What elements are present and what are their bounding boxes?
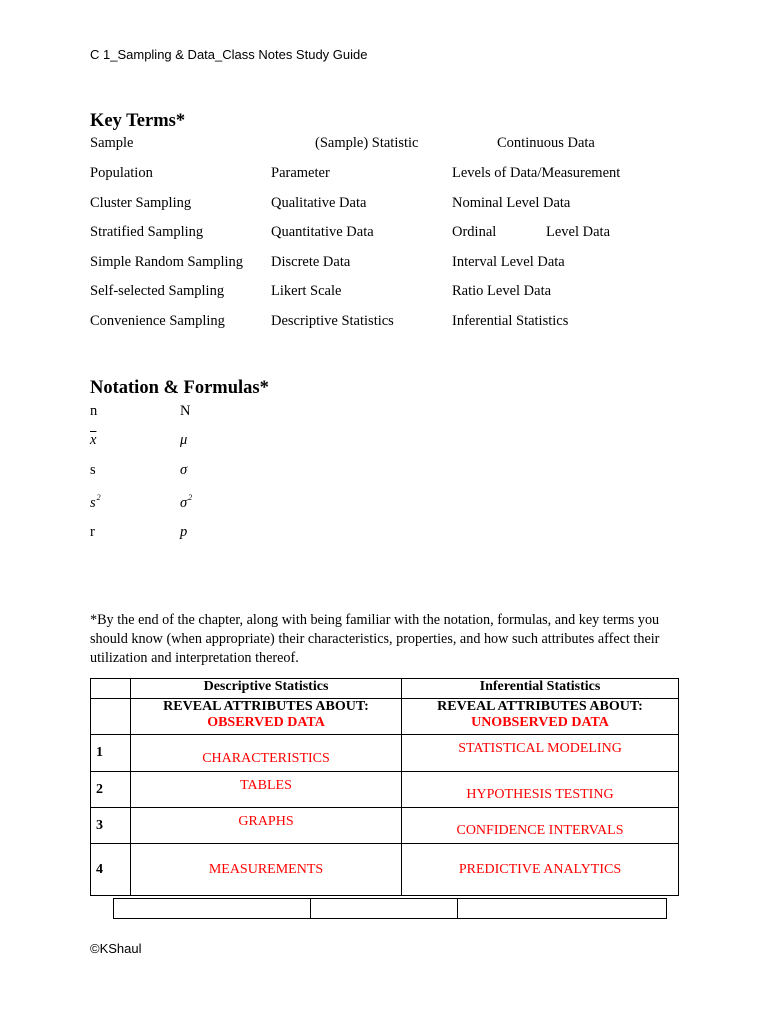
population-mean-symbol: μ (180, 432, 188, 448)
empty-strip-table (113, 898, 667, 919)
key-term: Level Data (546, 224, 611, 240)
key-term: Inferential Statistics (452, 313, 569, 329)
key-term: Continuous Data (497, 135, 595, 151)
descriptive-item: MEASUREMENTS (131, 844, 402, 896)
row-number: 2 (91, 772, 131, 808)
sample-size-symbol: n (90, 403, 98, 419)
key-term: Cluster Sampling (90, 195, 192, 211)
sample-mean-symbol: $\overline{x}$ (90, 432, 97, 448)
key-term: Convenience Sampling (90, 313, 225, 329)
key-terms-heading: Key Terms* (90, 111, 186, 131)
key-term: Qualitative Data (271, 195, 367, 211)
inferential-item: STATISTICAL MODELING (402, 735, 679, 772)
table-row (91, 808, 679, 844)
footnote-paragraph: *By the end of the chapter, along with being familiar with the notation, formulas, and key terms you should know (when appropriate) their characteristics, properties, and how such attributes affect their utilization and interpretation thereof. (90, 612, 660, 666)
sample-correlation-symbol: r (90, 524, 95, 540)
table-cell (402, 699, 679, 735)
statistics-comparison-table (90, 678, 679, 896)
table-row (91, 844, 679, 896)
descriptive-item: GRAPHS (131, 808, 402, 844)
key-term: (Sample) Statistic (315, 135, 419, 151)
table-row (91, 699, 679, 735)
inferential-item: HYPOTHESIS TESTING (402, 772, 679, 808)
sample-sd-symbol: s (90, 462, 96, 478)
reveal-label: REVEAL ATTRIBUTES ABOUT: (163, 699, 369, 714)
table-header-row (91, 679, 679, 699)
key-term: Sample (90, 135, 134, 151)
key-term: Simple Random Sampling (90, 254, 244, 270)
table-cell (91, 699, 131, 735)
inferential-item: PREDICTIVE ANALYTICS (402, 844, 679, 896)
row-number: 1 (91, 735, 131, 772)
key-term: Parameter (271, 165, 330, 181)
empty-cell (311, 899, 458, 919)
reveal-label: REVEAL ATTRIBUTES ABOUT: (437, 699, 643, 714)
empty-cell (114, 899, 311, 919)
row-number: 4 (91, 844, 131, 896)
key-term: Levels of Data/Measurement (452, 165, 621, 181)
population-sd-symbol: σ (180, 462, 188, 478)
table-cell (131, 699, 402, 735)
document-header: C 1_Sampling & Data_Class Notes Study Guide (90, 47, 368, 62)
row-number: 3 (91, 808, 131, 844)
key-term: Ratio Level Data (452, 283, 552, 299)
table-corner-cell (91, 679, 131, 699)
population-variance-symbol: $\sigma^2$ (180, 493, 193, 511)
key-term: Descriptive Statistics (271, 313, 394, 329)
unobserved-data-label: UNOBSERVED DATA (471, 715, 609, 730)
column-header-descriptive: Descriptive Statistics (131, 679, 402, 699)
table-row (91, 772, 679, 808)
key-term: Interval Level Data (452, 254, 565, 270)
notation-heading: Notation & Formulas* (90, 378, 269, 398)
column-header-inferential: Inferential Statistics (402, 679, 679, 699)
key-term: Discrete Data (271, 254, 351, 270)
descriptive-item: CHARACTERISTICS (131, 735, 402, 772)
sample-variance-symbol: $s^2$ (90, 493, 101, 511)
population-size-symbol: N (180, 403, 191, 419)
key-term: Nominal Level Data (452, 195, 571, 211)
key-term: Ordinal (452, 224, 497, 240)
key-term: Self-selected Sampling (90, 283, 225, 299)
population-proportion-symbol: p (180, 524, 188, 540)
inferential-item: CONFIDENCE INTERVALS (402, 808, 679, 844)
key-term: Quantitative Data (271, 224, 374, 240)
copyright-footer: ©KShaul (90, 941, 142, 956)
key-term: Stratified Sampling (90, 224, 204, 240)
key-term: Population (90, 165, 153, 181)
descriptive-item: TABLES (131, 772, 402, 808)
key-term: Likert Scale (271, 283, 342, 299)
observed-data-label: OBSERVED DATA (207, 715, 325, 730)
table-row (91, 735, 679, 772)
table-row (114, 899, 667, 919)
empty-cell (458, 899, 667, 919)
